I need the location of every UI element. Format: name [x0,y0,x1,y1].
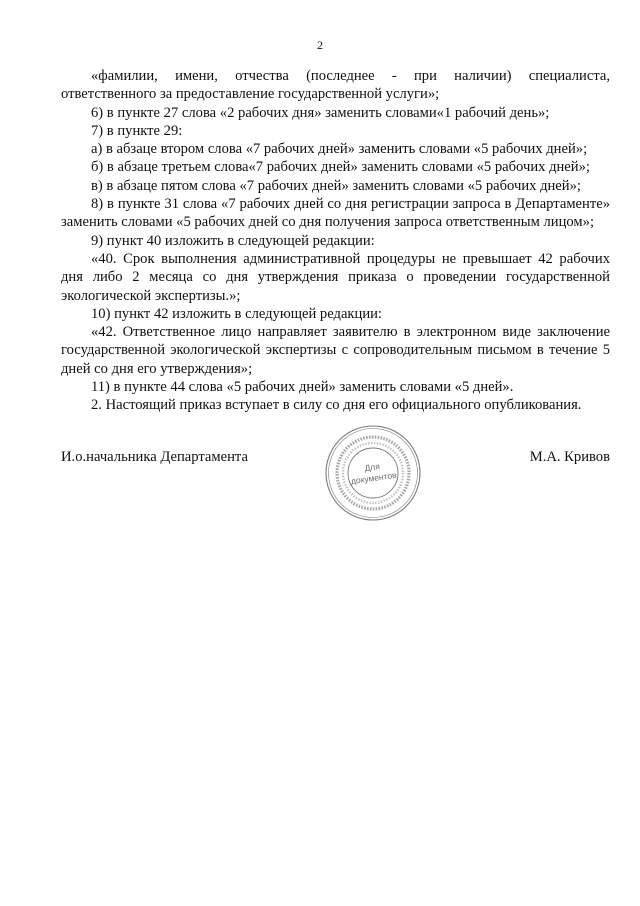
paragraph: «40. Срок выполнения административной процедуры не превышает 42 рабочих дня либо 2 месяца со дня утверждения приказа о проведении государственной экологической экспертизы.»; [61,250,610,304]
paragraph: «фамилии, имени, отчества (последнее - при наличии) специалиста, ответственного за предоставление государственной услуги»; [61,68,610,103]
official-stamp [323,423,423,523]
page-number: 2 [317,38,323,52]
stamp-text-line2: документов [350,469,398,487]
paragraph: «42. Ответственное лицо направляет заявителю в электронном виде заключение государственной экологической экспертизы с сопроводительным письмом в течение 5 дней со дня его утверждения»; [61,324,610,377]
paragraph: б) в абзаце третьем слова«7 рабочих дней» заменить словами «5 рабочих дней»; [91,159,590,176]
signatory-name: М.А. Кривов [529,449,610,465]
paragraph: 9) пункт 40 изложить в следующей редакции: [91,232,375,249]
paragraph: 6) в пункте 27 слова «2 рабочих дня» заменить словами«1 рабочий день»; [91,104,550,121]
document-body [61,67,610,415]
paragraph: 11) в пункте 44 слова «5 рабочих дней» заменить словами «5 дней». [91,379,514,396]
paragraph: а) в абзаце втором слова «7 рабочих дней» заменить словами «5 рабочих дней»; [91,141,588,158]
signatory-position: И.о.начальника Департамента [61,449,248,465]
paragraph: 10) пункт 42 изложить в следующей редакции: [91,305,382,322]
paragraph: 8) в пункте 31 слова «7 рабочих дней со дня регистрации запроса в Департаменте» заменить словами «5 рабочих дней со дня получения запроса ответственным лицом»; [61,196,610,231]
paragraph: 7) в пункте 29: [91,122,183,139]
paragraph: в) в абзаце пятом слова «7 рабочих дней» заменить словами «5 рабочих дней»; [91,177,581,194]
paragraph: 2. Настоящий приказ вступает в силу со дня его официального опубликования. [91,397,582,414]
stamp-text-line1: Для [363,461,381,474]
